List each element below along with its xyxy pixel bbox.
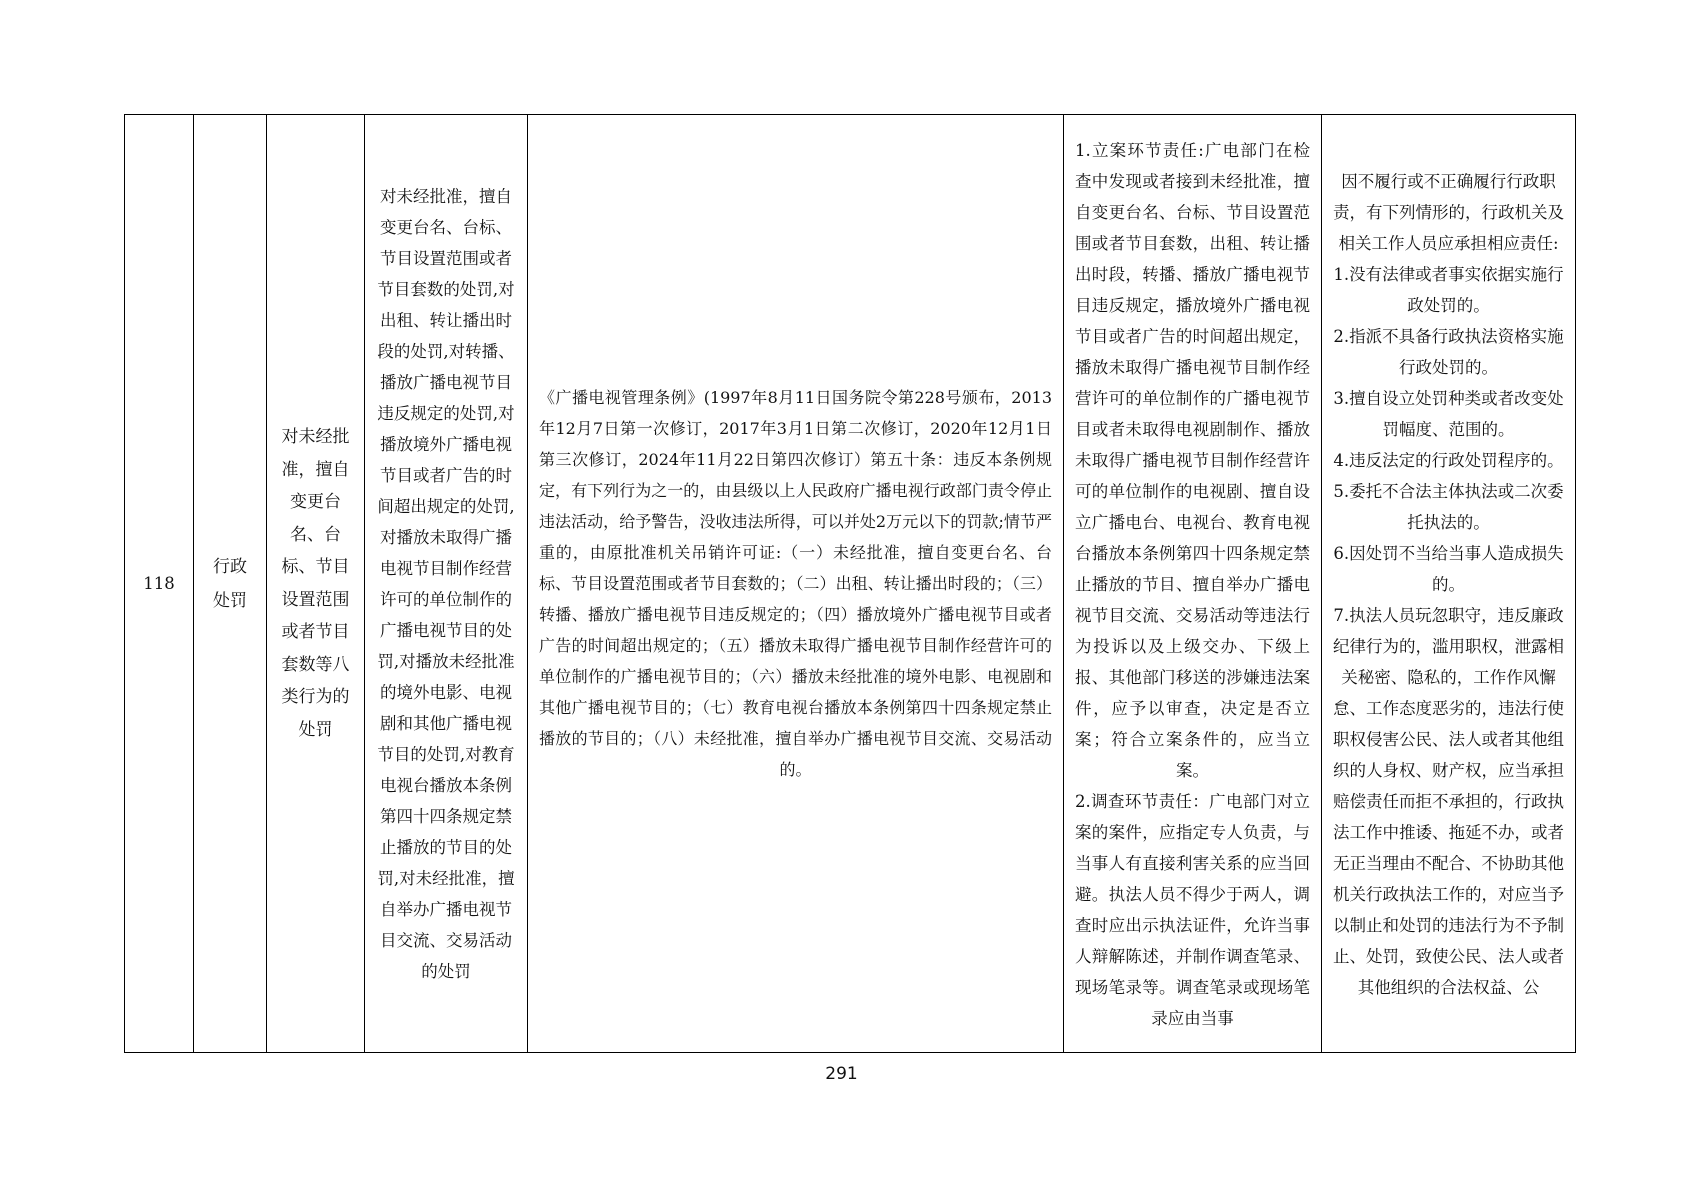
table-row xyxy=(125,115,1576,1053)
responsibility-item: 1.立案环节责任:广电部门在检查中发现或者接到未经批准，擅自变更台名、台标、节目设置范围或者节目套数，出租、转让播出时段，转播、播放广播电视节目违反规定，播放境外广播电视节目或者广告的时间超出规定，播放未取得广播电视节目制作经营许可的单位制作的广播电视节目或者未取得电视剧制作、播放未取得广播电视节目制作经营许可的单位制作的电视剧、擅自设立广播电台、电视台、教育电视台播放本条例第四十四条规定禁止播放的节目、擅自举办广播电视节目交流、交易活动等违法行为投诉以及上级交办、下级上报、其他部门移送的涉嫌违法案件，应予以审查，决定是否立案；符合立案条件的，应当立案。 xyxy=(1075,141,1310,780)
power-type-cell xyxy=(194,115,267,1053)
document-table-area xyxy=(124,114,1568,1053)
accountability-intro: 因不履行或不正确履行行政职责，有下列情形的，行政机关及相关工作人员应承担相应责任: xyxy=(1333,172,1564,253)
accountability-item: 5.委托不合法主体执法或二次委托执法的。 xyxy=(1333,482,1564,532)
page-number: 291 xyxy=(825,1064,858,1084)
power-list-table xyxy=(124,114,1576,1053)
responsibility-list xyxy=(1075,135,1310,1034)
accountability-item: 2.指派不具备行政执法资格实施行政处罚的。 xyxy=(1333,327,1564,377)
legal-basis: 《广播电视管理条例》(1997年8月11日国务院令第228号颁布，2013年12月7日第一次修订，2017年3月1日第二次修订，2020年12月1日第三次修订，2024年11月22日第四次修订）第五十条：违反本条例规定，有下列行为之一的，由县级以上人民政府广播电视行政部门责令停止违法活动，给予警告，没收违法所得，可以并处2万元以下的罚款;情节严重的，由原批准机关吊销许可证:（一）未经批准，擅自变更台名、台标、节目设置范围或者节目套数的；（二）出租、转让播出时段的；（三）转播、播放广播电视节目违反规定的；（四）播放境外广播电视节目或者广告的时间超出规定的；（五）播放未取得广播电视节目制作经营许可的单位制作的广播电视节目的；（六）播放未经批准的境外电影、电视剧和其他广播电视节目的；（七）教育电视台播放本条例第四十四条规定禁止播放的节目的；（八）未经批准，擅自举办广播电视节目交流、交易活动的。 xyxy=(539,388,1052,779)
accountability-item: 3.擅自设立处罚种类或者改变处罚幅度、范围的。 xyxy=(1333,389,1564,439)
sub-items-cell xyxy=(365,115,528,1053)
accountability-item: 6.因处罚不当给当事人造成损失的。 xyxy=(1333,544,1564,594)
row-number: 118 xyxy=(143,574,175,593)
responsibility-item: 2.调查环节责任：广电部门对立案的案件，应指定专人负责，与当事人有直接利害关系的应当回避。执法人员不得少于两人，调查时应出示执法证件，允许当事人辩解陈述，并制作调查笔录、现场笔录等。调查笔录或现场笔录应由当事 xyxy=(1075,792,1310,1028)
accountability-item: 7.执法人员玩忽职守，违反廉政纪律行为的，滥用职权，泄露相关秘密、隐私的，工作作风懈怠、工作态度恶劣的，违法行使职权侵害公民、法人或者其他组织的人身权、财产权，应当承担赔偿责任而拒不承担的，行政执法工作中推诿、拖延不办，或者无正当理由不配合、不协助其他机关行政执法工作的，对应当予以制止和处罚的违法行为不予制止、处罚，致使公民、法人或者其他组织的合法权益、公 xyxy=(1333,606,1564,997)
sub-items: 对未经批准，擅自变更台名、台标、节目设置范围或者节目套数的处罚,对出租、转让播出时段的处罚,对转播、播放广播电视节目违反规定的处罚,对播放境外广播电视节目或者广告的时间超出规定的处罚,对播放未取得广播电视节目制作经营许可的单位制作的广播电视节目的处罚,对播放未经批准的境外电影、电视剧和其他广播电视节目的处罚,对教育电视台播放本条例第四十四条规定禁止播放的节目的处罚,对未经批准，擅自举办广播电视节目交流、交易活动的处罚 xyxy=(377,186,515,981)
row-number-cell xyxy=(125,115,194,1053)
accountability-list xyxy=(1332,166,1565,1003)
legal-basis-cell xyxy=(528,115,1064,1053)
accountability-item: 4.违反法定的行政处罚程序的。 xyxy=(1333,451,1564,470)
item-name-cell xyxy=(267,115,365,1053)
item-name: 对未经批准，擅自变更台名、台标、节目设置范围或者节目套数等八类行为的处罚 xyxy=(281,427,350,740)
accountability-item: 1.没有法律或者事实依据实施行政处罚的。 xyxy=(1333,265,1564,315)
power-type: 行政处罚 xyxy=(213,556,247,611)
responsibility-cell xyxy=(1064,115,1322,1053)
accountability-cell xyxy=(1322,115,1576,1053)
